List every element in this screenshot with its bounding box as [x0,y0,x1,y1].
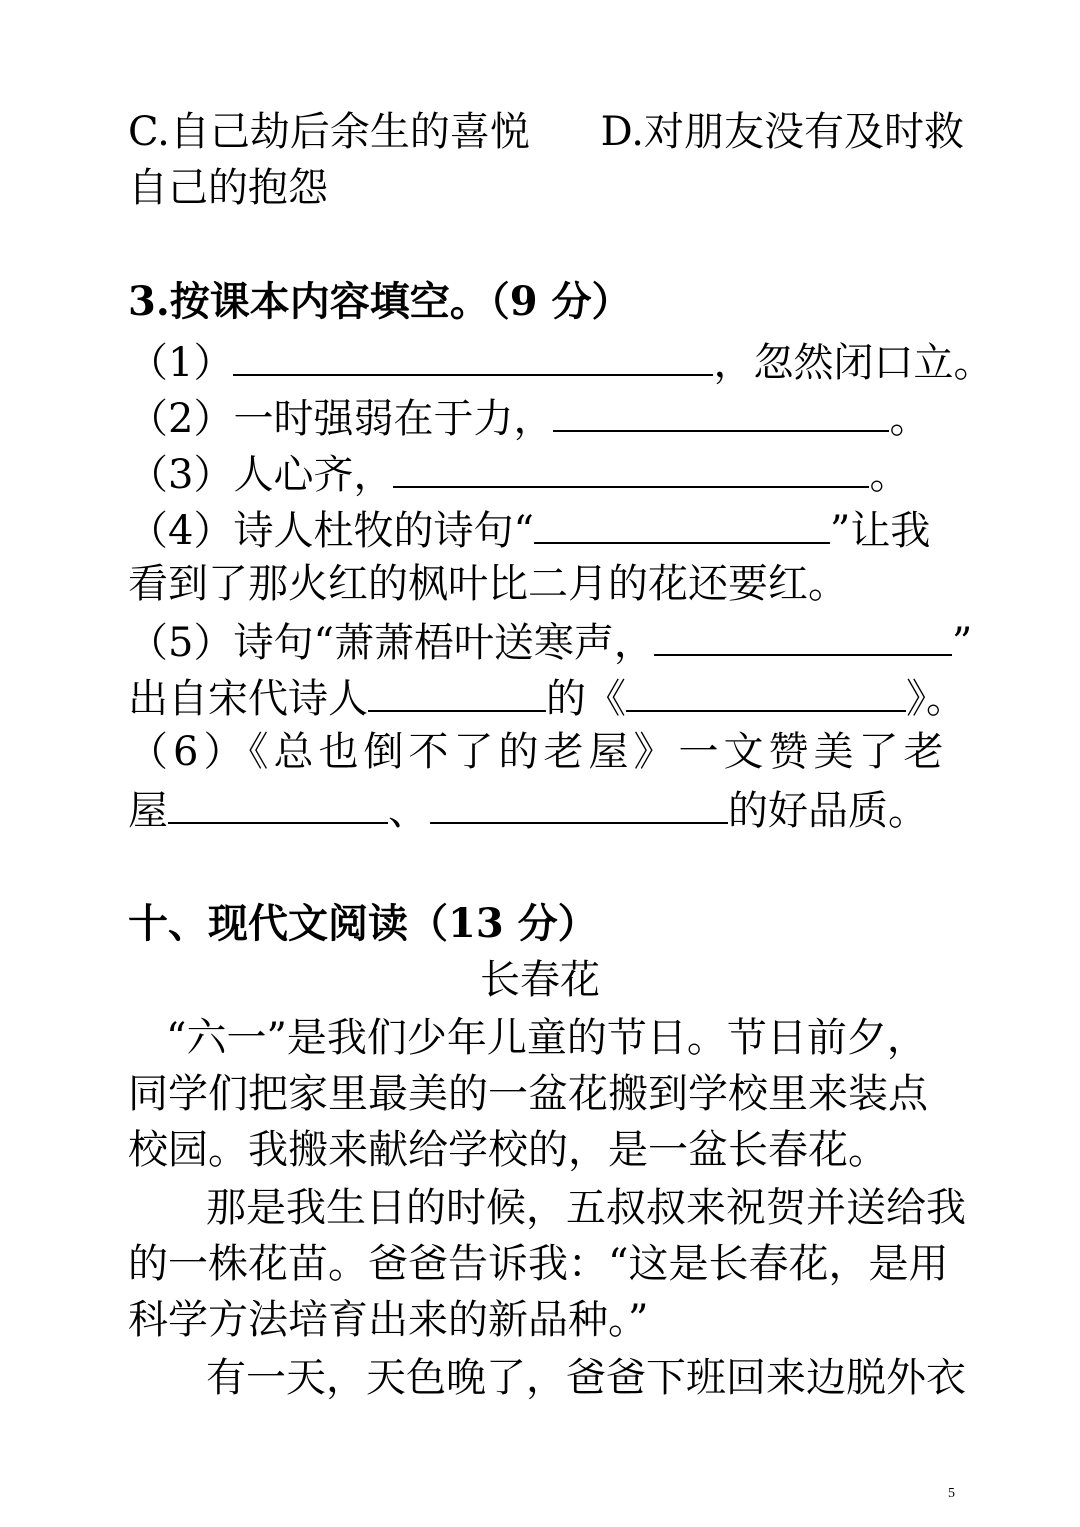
option-row [128,109,964,155]
fill-item-6-continuation [128,788,928,834]
item-text: 。 [869,452,910,498]
answer-blank[interactable] [654,620,952,656]
paragraph-line: 科学方法培育出来的新品种。” [128,1297,649,1343]
answer-blank[interactable] [393,452,869,488]
page-number: 5 [948,1486,955,1501]
answer-blank[interactable] [233,340,713,376]
item-text: （5）诗句“萧萧梧叶送寒声， [128,620,654,666]
fill-item-5 [128,620,973,666]
option-c: C.自己劫后余生的喜悦 [128,109,530,155]
paragraph-line: 有一天，天色晚了，爸爸下班回来边脱外衣 [206,1355,966,1401]
item-text: 出自宋代诗人 [128,676,368,722]
answer-blank[interactable] [534,508,830,544]
item-text: 的《 [546,676,626,722]
paragraph-line: 校园。我搬来献给学校的，是一盆长春花。 [128,1127,888,1173]
answer-blank[interactable] [168,788,388,824]
fill-item-3 [128,452,910,498]
item-text: ” [951,620,973,666]
item-text: ，忽然闭口立。 [713,340,994,386]
paragraph-line: 那是我生日的时候，五叔叔来祝贺并送给我 [206,1185,966,1231]
answer-blank[interactable] [430,788,728,824]
fill-item-2 [128,396,930,442]
question-3-title: 3.按课本内容填空。（9 分） [128,278,632,325]
option-d-continuation: 自己的抱怨 [128,165,328,211]
item-text: 。 [889,396,930,442]
item-text: （3）人心齐， [128,452,394,498]
fill-item-5-continuation [128,676,966,722]
fill-item-4 [128,508,931,554]
answer-blank[interactable] [368,676,546,712]
paragraph-line: 的一株花苗。爸爸告诉我：“这是长春花，是用 [128,1241,949,1287]
fill-item-4-continuation: 看到了那火红的枫叶比二月的花还要红。 [128,561,848,607]
answer-blank[interactable] [553,396,889,432]
item-text: （2）一时强弱在于力， [128,396,554,442]
fill-item-1 [128,340,994,386]
paragraph-line: “六一”是我们少年儿童的节日。节日前夕， [166,1015,927,1061]
item-text: 屋 [128,788,168,834]
item-text: 、 [388,788,428,834]
item-text: ”让我 [829,508,931,554]
paragraph-line: 同学们把家里最美的一盆花搬到学校里来装点 [128,1071,928,1117]
item-text: 》。 [906,676,966,722]
item-number: （1） [128,340,234,386]
section-10-title: 十、现代文阅读（13 分） [128,900,598,947]
story-title: 长春花 [480,957,600,1003]
answer-blank[interactable] [626,676,906,712]
option-d: D.对朋友没有及时救 [600,109,964,155]
item-text: （4）诗人杜牧的诗句“ [128,508,534,554]
item-text: 的好品质。 [728,788,928,834]
fill-item-6: （6）《总也倒不了的老屋》一文赞美了老 [128,729,949,775]
